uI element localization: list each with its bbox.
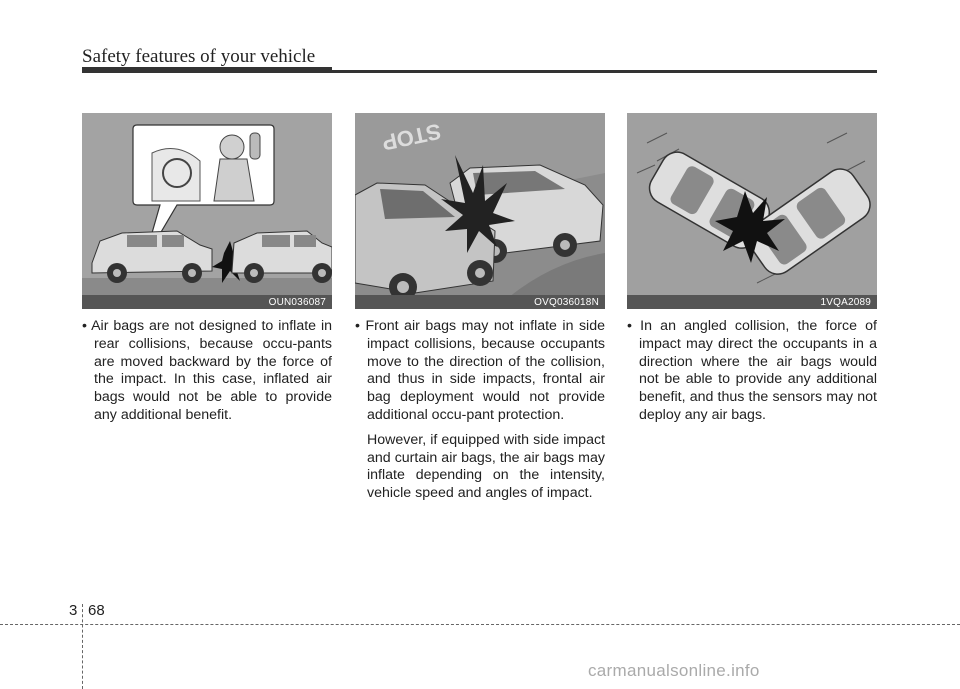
text-column-1 — [82, 318, 332, 425]
figure-side-impact — [355, 113, 605, 309]
chapter-number: 3 — [69, 602, 78, 619]
caption-bar — [355, 295, 605, 309]
continuation-paragraph: However, if equipped with side impact and curtain air bags, the air bags may inflate depending on the intensity, vehicle speed and angles of impact. — [367, 431, 605, 502]
side-impact-illustration — [355, 113, 605, 309]
rear-collision-illustration — [82, 113, 332, 309]
figure-code: 1VQA2089 — [820, 297, 871, 308]
caption-bar — [82, 295, 332, 309]
page-title: Safety features of your vehicle — [82, 46, 316, 67]
text-column-2 — [355, 318, 605, 503]
figure-angled-collision — [627, 113, 877, 309]
figure-code: OVQ036018N — [534, 297, 599, 308]
text-column-3 — [627, 318, 877, 425]
figure-rear-collision — [82, 113, 332, 309]
page-number: 68 — [88, 602, 105, 619]
figure-code: OUN036087 — [268, 297, 326, 308]
header-rule — [82, 70, 877, 73]
bullet-paragraph: • Front air bags may not inflate in side impact collisions, because occupants move to the direction of the collision, and thus in side impacts, frontal air bag deployment would not provide additional occu-pant protection. — [355, 318, 605, 423]
caption-bar — [627, 295, 877, 309]
footer-rule — [0, 624, 960, 625]
bullet-paragraph: • In an angled collision, the force of impact may direct the occupants in a direction where the air bags would not be able to provide any additional benefit, and thus the sensors may not deploy any air bags. — [627, 318, 877, 423]
svg-text:STOP: STOP — [379, 118, 444, 156]
bullet-paragraph: • Air bags are not designed to inflate in rear collisions, because occu-pants are moved backward by the force of the impact. In this case, inflated air bags would not be able to provide any additional benefit. — [82, 318, 332, 423]
watermark: carmanualsonline.info — [588, 661, 760, 680]
angled-collision-illustration — [627, 113, 877, 309]
footer-divider — [82, 604, 83, 689]
